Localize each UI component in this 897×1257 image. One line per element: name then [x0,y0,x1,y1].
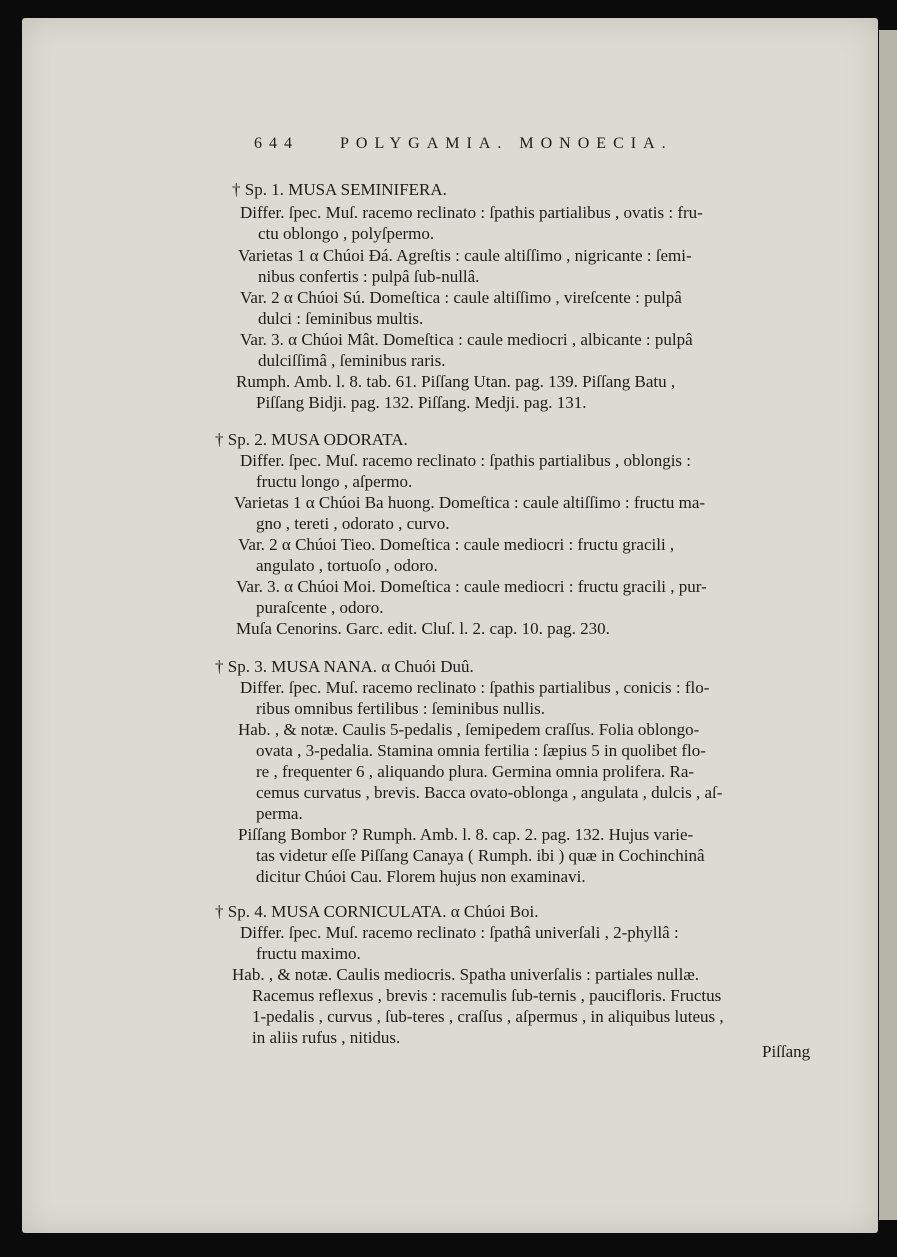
text-line: Muſa Cenorins. Garc. edit. Cluſ. l. 2. cap. 10. pag. 230. [236,619,610,638]
text-line: nibus confertis : pulpâ ſub-nullâ. [258,267,480,286]
text-line: Hab. , & notæ. Caulis 5-pedalis , ſemipedem craſſus. Folia oblongo- [238,720,700,739]
text-line: 1-pedalis , curvus , ſub-teres , craſſus , aſpermus , in aliquibus luteus , [252,1007,724,1026]
text-line: Varietas 1 α Chúoi Ba huong. Domeſtica : caule altiſſimo : fructu ma- [234,493,706,512]
text-line: Var. 3. α Chúoi Moi. Domeſtica : caule mediocri : fructu gracili , pur- [236,577,707,596]
text-line: Var. 2 α Chúoi Sú. Domeſtica : caule altiſſimo , vireſcente : pulpâ [240,288,682,307]
text-line: † Sp. 4. MUSA CORNICULATA. α Chúoi Boi. [215,902,539,921]
text-line: Var. 2 α Chúoi Tieo. Domeſtica : caule mediocri : fructu gracili , [238,535,675,554]
text-line: dulciſſimâ , ſeminibus raris. [258,351,446,370]
text-line: in aliis rufus , nitidus. [252,1028,401,1047]
text-line: angulato , tortuoſo , odoro. [256,556,438,575]
catchword: Piſſang [762,1042,811,1061]
adjacent-page-edge [879,30,897,1220]
text-line: fructu maximo. [256,944,361,963]
text-line: gno , tereti , odorato , curvo. [256,514,450,533]
text-line: Varietas 1 α Chúoi Đá. Agreſtis : caule altiſſimo , nigricante : ſemi- [238,246,692,265]
text-line: † Sp. 3. MUSA NANA. α Chuói Duû. [215,657,474,676]
text-line: dicitur Chúoi Cau. Florem hujus non examinavi. [256,867,586,886]
text-line: fructu longo , aſpermo. [256,472,413,491]
text-line: perma. [256,804,303,823]
page-number: 644 [254,135,299,152]
text-line: † Sp. 1. MUSA SEMINIFERA. [232,180,447,199]
text-line: Var. 3. α Chúoi Mât. Domeſtica : caule mediocri , albicante : pulpâ [240,330,693,349]
text-line: ctu oblongo , polyſpermo. [258,224,435,243]
text-line: Differ. ſpec. Muſ. racemo reclinato : ſpathis partialibus , oblongis : [240,451,692,470]
text-line: ovata , 3-pedalia. Stamina omnia fertilia : ſæpius 5 in quolibet flo- [256,741,706,760]
text-line: tas videtur eſſe Piſſang Canaya ( Rumph. ibi ) quæ in Cochinchinâ [256,846,705,865]
text-line: dulci : ſeminibus multis. [258,309,424,328]
text-line: Differ. ſpec. Muſ. racemo reclinato : ſpathis partialibus , conicis : flo- [240,678,710,697]
text-line: ribus omnibus fertilibus : ſeminibus nullis. [256,699,545,718]
text-line: Piſſang Bombor ? Rumph. Amb. l. 8. cap. 2. pag. 132. Hujus varie- [238,825,694,844]
text-line: Rumph. Amb. l. 8. tab. 61. Piſſang Utan. pag. 139. Piſſang Batu , [236,372,676,391]
text-line: cemus curvatus , brevis. Bacca ovato-oblonga , angulata , dulcis , aſ- [256,783,723,802]
text-line: Hab. , & notæ. Caulis mediocris. Spatha univerſalis : partiales nullæ. [232,965,699,984]
text-line: Differ. ſpec. Muſ. racemo reclinato : ſpathis partialibus , ovatis : fru- [240,203,703,222]
running-title: POLYGAMIA. MONOECIA. [340,135,673,152]
text-line: Piſſang Bidji. pag. 132. Piſſang. Medji. pag. 131. [256,393,587,412]
text-line: † Sp. 2. MUSA ODORATA. [215,430,408,449]
text-line: puraſcente , odoro. [256,598,384,617]
text-line: Racemus reflexus , brevis : racemulis ſub-ternis , paucifloris. Fructus [252,986,722,1005]
text-line: re , frequenter 6 , aliquando plura. Germina omnia prolifera. Ra- [256,762,695,781]
text-line: Differ. ſpec. Muſ. racemo reclinato : ſpathâ univerſali , 2-phyllâ : [240,923,679,942]
